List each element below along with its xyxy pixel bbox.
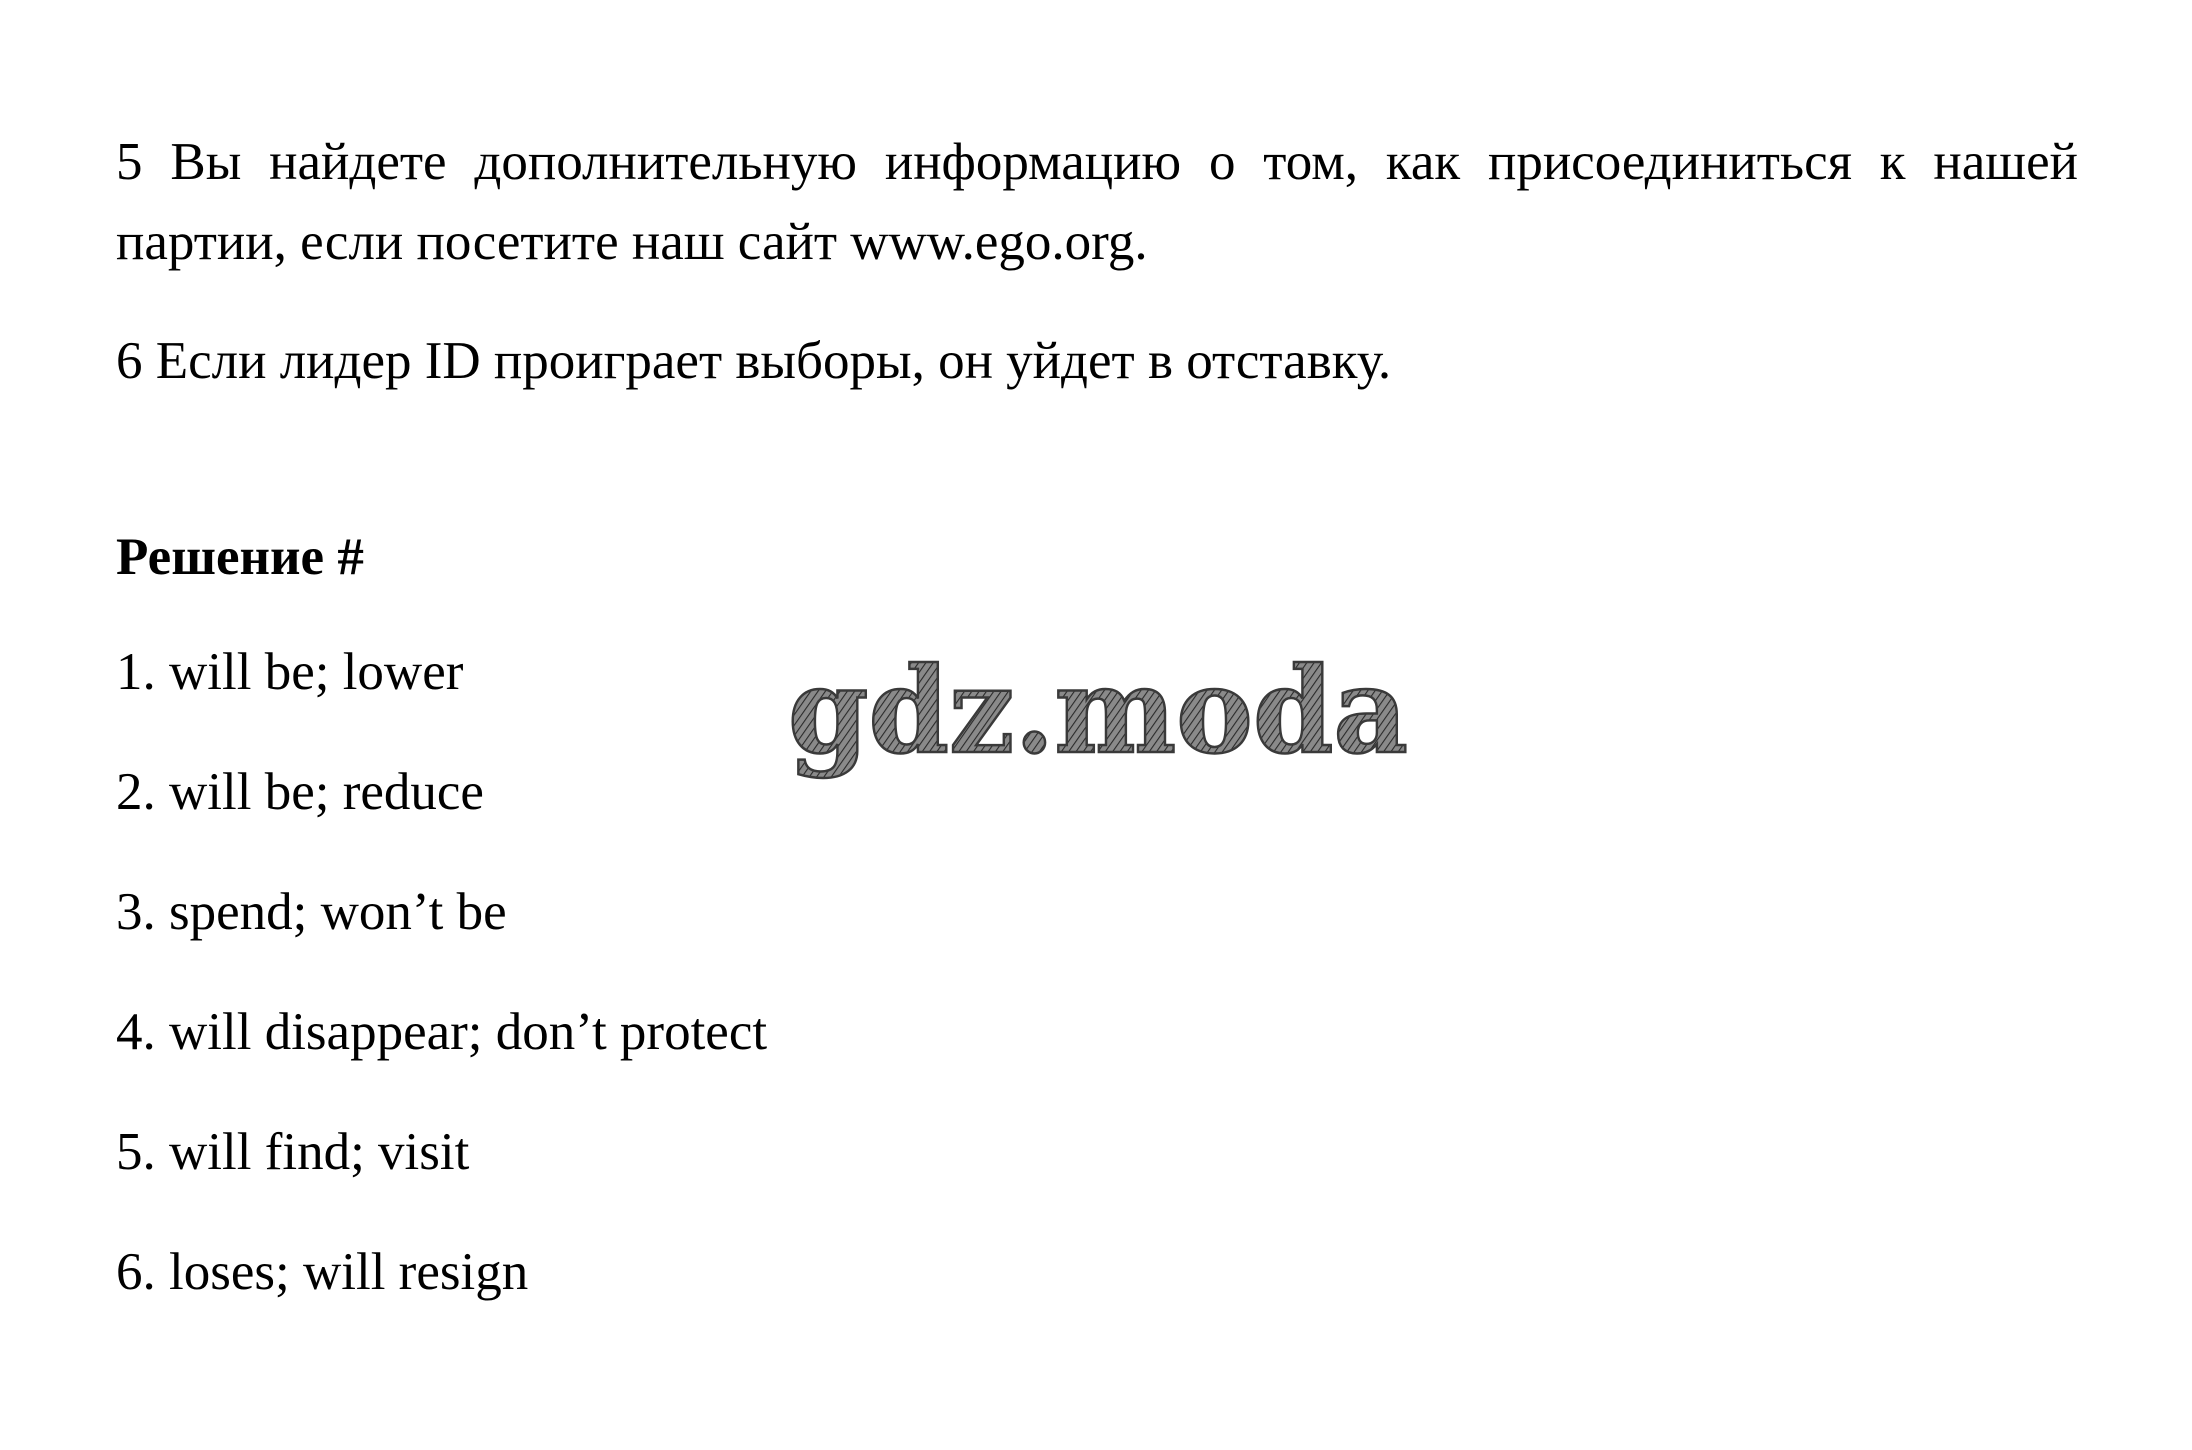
- answer-item: 4. will disappear; don’t protect: [116, 1003, 768, 1061]
- answer-item: 1. will be; lower: [116, 643, 464, 701]
- answer-item: 6. loses; will resign: [116, 1243, 529, 1301]
- answer-item: 5. will find; visit: [116, 1123, 470, 1181]
- watermark-text: gdz.moda: [788, 641, 1408, 780]
- solution-heading: Решение #: [116, 528, 364, 586]
- translation-item-6: 6 Если лидер ID проиграет выборы, он уйдет в отставку.: [116, 332, 1392, 390]
- translation-item-5: 5 Вы найдете дополнительную информацию о том, как присоединиться к нашей партии, если посетите наш сайт www.ego.org.: [116, 133, 2078, 271]
- answer-item: 3. spend; won’t be: [116, 883, 507, 941]
- answer-item: 2. will be; reduce: [116, 763, 484, 821]
- watermark-logo: [780, 640, 1420, 800]
